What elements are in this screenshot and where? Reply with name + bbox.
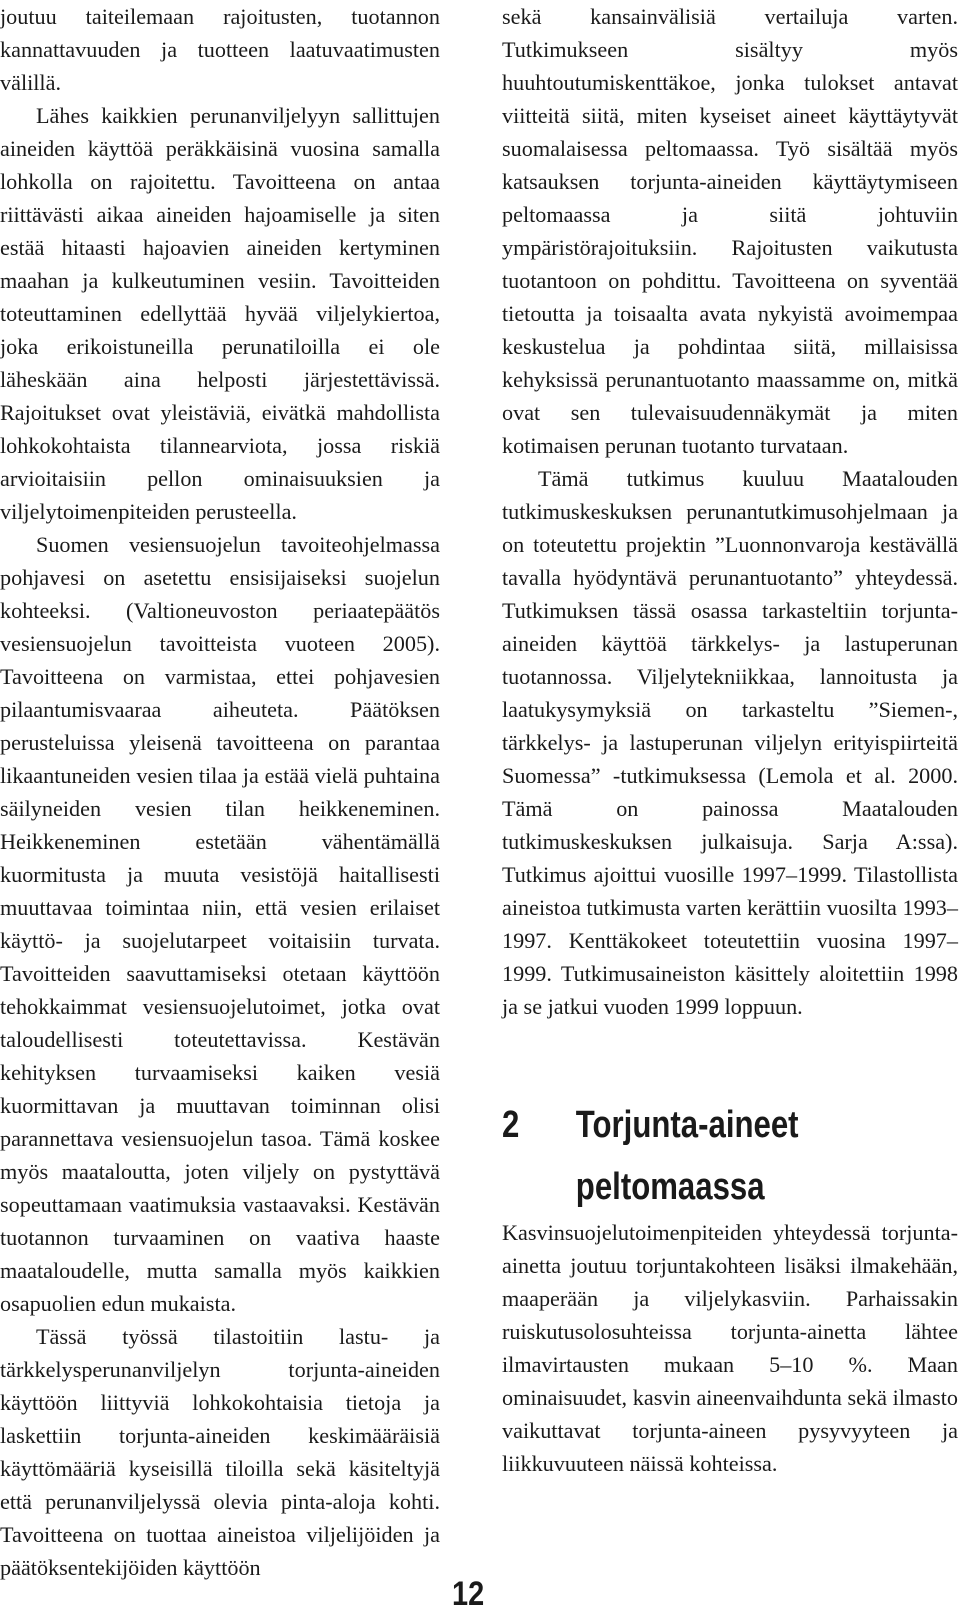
paragraph-pesticides-in-soil: Kasvinsuojelutoimenpiteiden yhteydessä torjunta-ainetta joutuu torjuntakohteen lisäksi ilmakehään, maaperään ja viljelykasviin. Parhaissakin ruiskutusolosuhteissa torjunta-ainetta lähtee ilmavirtausten mukaan 5–10 %. Maan ominaisuudet, kasvin aineenvaihdunta sekä ilmasto vaikuttavat torjunta-aineen pysyvyyteen ja liikkuvuuteen näissä kohteissa. bbox=[502, 1220, 958, 1476]
paragraph-continuation: joutuu taiteilemaan rajoitusten, tuotannon kannattavuuden ja tuotteen laatuvaatimusten välillä. bbox=[0, 4, 440, 95]
section-title bbox=[576, 1094, 920, 1218]
left-text-column bbox=[0, 0, 440, 1584]
section-title-line-2: peltomaassa bbox=[575, 1166, 765, 1208]
paragraph-international-comparisons: sekä kansainvälisiä vertailuja varten. Tutkimukseen sisältyy myös huuhtoutumiskenttäkoe, jonka tulokset antavat viitteitä siitä, miten kyseiset aineet käyttäytyvät suomalaisessa peltomaassa. Työ sisältää myös katsauksen torjunta-aineiden käyttäytymiseen peltomaassa ja siitä johtuviin ympäristörajoituksiin. Rajoitusten vaikutusta tuotantoon on pohdittu. Tavoitteena on syventää tietoutta ja toisaalta avata nykyistä avoimempaa keskustelua ja pohdintaa siitä, millaisissa kehyksissä perunantuotanto maassamme on, mitkä ovat sen tulevaisuudennäkymät ja miten kotimaisen perunan tuotanto turvataan. bbox=[502, 4, 958, 458]
paragraph-research-program: Tämä tutkimus kuuluu Maatalouden tutkimuskeskuksen perunantutkimusohjelmaan ja on toteutettu projektin ”Luonnonvaroja kestävällä tavalla hyödyntävä perunantuotanto” yhteydessä. Tutkimuksen tässä osassa tarkasteltiin torjunta-aineiden käyttöä tärkkelys- ja lastuperunan tuotannossa. Viljelytekniikkaa, lannoitusta ja laatukysymyksiä on tarkasteltu ”Siemen-, tärkkelys- ja lastuperunan viljelyn erityispiirteitä Suomessa” -tutkimuksessa (Lemola et al. 2000. Tämä on painossa Maatalouden tutkimuskeskuksen julkaisuja. Sarja A:ssa). Tutkimus ajoittui vuosille 1997–1999. Tilastollista aineistoa tutkimusta varten kerättiin vuosilta 1993–1997. Kenttäkokeet toteutettiin vuosina 1997– 1999. Tutkimusaineiston käsittely aloitettiin 1998 ja se jatkui vuoden 1999 loppuun. bbox=[502, 466, 958, 1019]
section-number: 2 bbox=[502, 1104, 520, 1146]
paragraph-restrictions: Lähes kaikkien perunanviljelyyn sallittujen aineiden käyttöä peräkkäisinä vuosina samalla lohkolla on rajoitettu. Tavoitteena on antaa riittävästi aikaa aineiden hajoamiselle ja siten estää hitaasti hajoavien aineiden kertyminen maahan ja kulkeutuminen vesiin. Tavoitteiden toteuttaminen edellyttää hyvää viljelykiertoa, joka erikoistuneilla perunatiloilla ei ole läheskään aina helposti järjestettävissä. Rajoitukset ovat yleistäviä, eivätkä mahdollista lohkokohtaista tilannearviota, jossa riskiä arvioitaisiin pellon ominaisuuksien ja viljelytoimenpiteiden perusteella. bbox=[0, 103, 440, 524]
paragraph-this-work: Tässä työssä tilastoitiin lastu- ja tärkkelysperunanviljelyn torjunta-aineiden käyttöön liittyviä lohkokohtaisia tietoja ja laskettiin torjunta-aineiden keskimääräisiä käyttömääriä kyseisillä tiloilla sekä käsiteltyjä että perunanviljelyssä olevia pinta-aloja kohti. Tavoitteena on tuottaa aineistoa viljelijöiden ja päätöksentekijöiden käyttöön bbox=[0, 1324, 440, 1580]
paragraph-water-protection: Suomen vesiensuojelun tavoiteohjelmassa pohjavesi on asetettu ensisijaiseksi suojelun kohteeksi. (Valtioneuvoston periaatepäätös vesiensuojelun tavoitteista vuoteen 2005). Tavoitteena on varmistaa, ettei pohjavesien pilaantumisvaaraa aiheuteta. Päätöksen perusteluissa yleisenä tavoitteena on parantaa likaantuneiden vesien tilaa ja estää vielä puhtaina säilyneiden vesien tilan heikkeneminen. Heikkeneminen estetään vähentämällä kuormitusta ja muuta vesistöjä haitallisesti muuttavaa toimintaa niin, että vesien erilaiset käyttö- ja suojelutarpeet voitaisiin turvata. Tavoitteiden saavuttamiseksi otetaan käyttöön tehokkaimmat vesiensuojelutoimet, jotka ovat taloudellisesti toteutettavissa. Kestävän kehityksen turvaamiseksi kaiken vesiä kuormittavan ja muuttavan toiminnan olisi parannettava vesiensuojelun tasoa. Tämä koskee myös maataloutta, joten viljely on pystyttävä sopeuttamaan vaatimuksia vastaavaksi. Kestävän tuotannon turvaaminen on vaativa haaste maataloudelle, mutta samalla myös kaikkien osapuolien edun mukaista. bbox=[0, 532, 440, 1316]
page-number: 12 bbox=[452, 1575, 485, 1613]
section-body bbox=[502, 1216, 958, 1480]
section-title-line-1: Torjunta-aineet bbox=[575, 1104, 799, 1146]
right-text-column bbox=[502, 0, 958, 1023]
